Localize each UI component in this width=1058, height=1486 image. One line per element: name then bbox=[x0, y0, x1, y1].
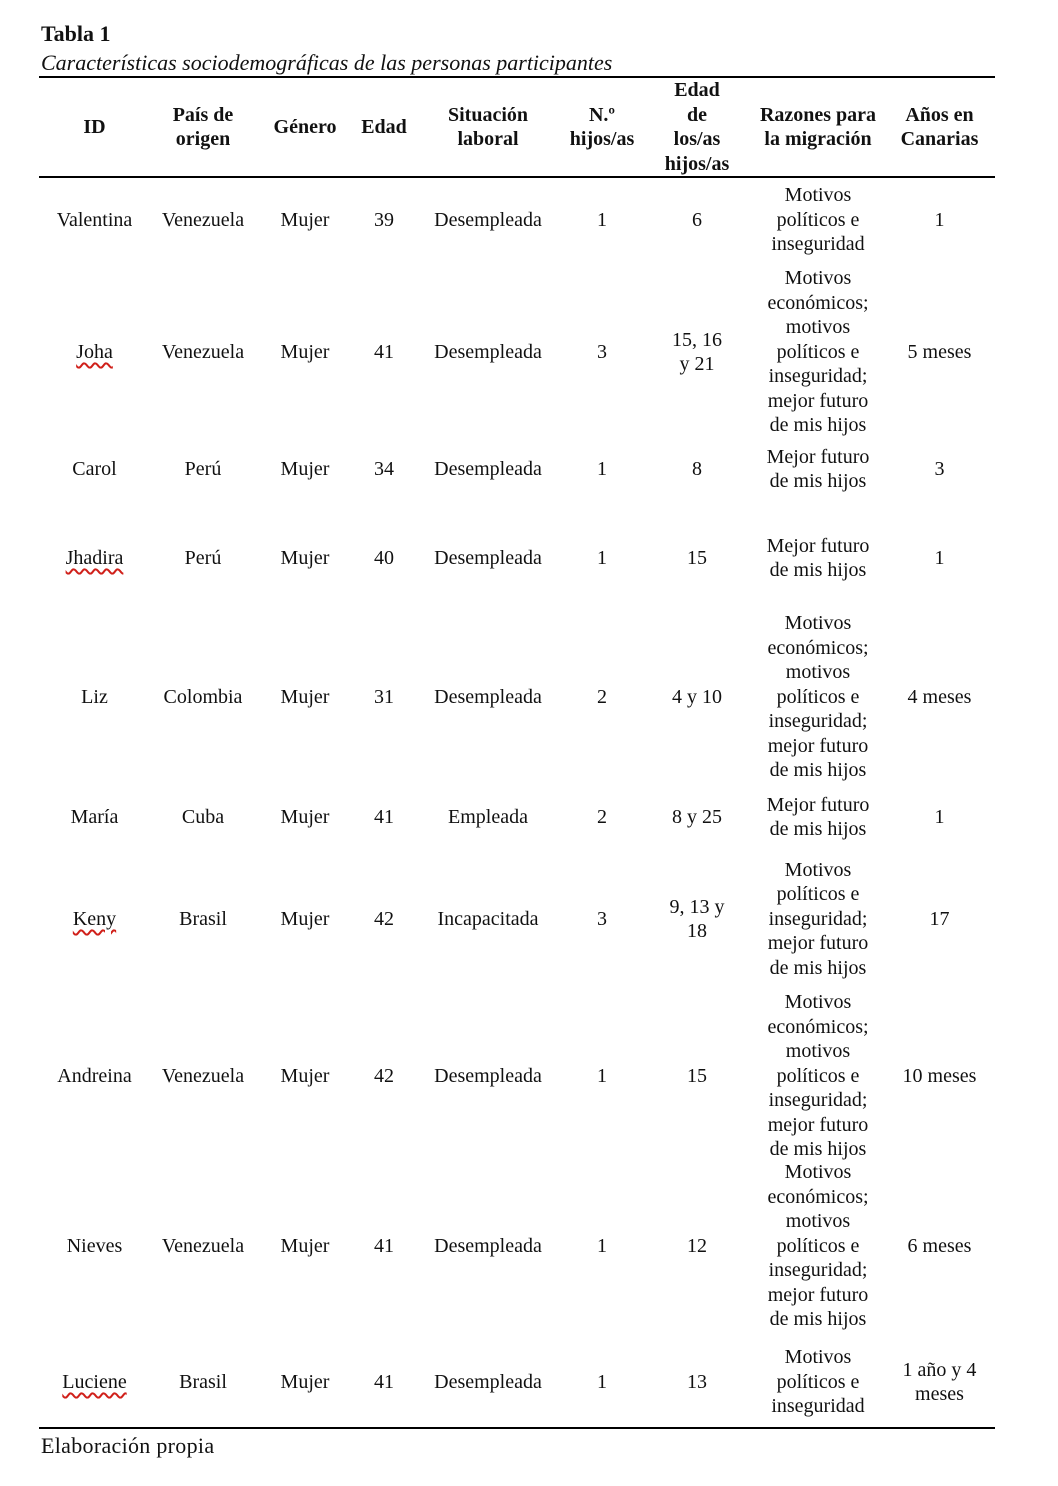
table-row bbox=[39, 792, 995, 842]
cell-edad: 39 bbox=[374, 208, 394, 231]
cell-edad-hijos: 8 bbox=[692, 457, 702, 480]
table-caption: Características sociodemográficas de las personas participantes bbox=[41, 50, 613, 75]
cell-pais: Venezuela bbox=[161, 1234, 245, 1257]
cell-hijos: 1 bbox=[597, 1064, 607, 1087]
cell-edad-hijos: 15 bbox=[687, 1064, 707, 1087]
cell-anos: 4 meses bbox=[907, 685, 972, 708]
cell-anos: 5 meses bbox=[907, 340, 972, 363]
cell-razones: Motivos económicos; motivos políticos e inseguridad; mejor futuro de mis hijos bbox=[767, 991, 869, 1161]
cell-hijos: 1 bbox=[597, 546, 607, 569]
cell-situacion: Desempleada bbox=[434, 1370, 542, 1393]
cell-edad: 41 bbox=[374, 340, 394, 363]
cell-edad: 40 bbox=[374, 546, 394, 569]
header-pais: País de origen bbox=[172, 103, 234, 150]
cell-id: Joha bbox=[76, 340, 113, 363]
table-row bbox=[39, 988, 995, 1164]
cell-anos: 1 bbox=[934, 805, 945, 828]
cell-id: Nieves bbox=[66, 1234, 123, 1257]
header-rule bbox=[39, 176, 995, 178]
cell-hijos: 3 bbox=[597, 340, 607, 363]
cell-edad: 42 bbox=[374, 907, 394, 930]
cell-razones: Motivos políticos e inseguridad; mejor futuro de mis hijos bbox=[767, 858, 869, 979]
cell-anos: 17 bbox=[929, 907, 950, 930]
cell-id: Luciene bbox=[62, 1370, 127, 1393]
cell-razones: Motivos económicos; motivos políticos e inseguridad; mejor futuro de mis hijos bbox=[767, 612, 869, 782]
header-edad: Edad bbox=[361, 115, 407, 138]
cell-edad: 42 bbox=[374, 1064, 394, 1087]
table-row bbox=[39, 1162, 995, 1330]
cell-pais: Colombia bbox=[163, 685, 243, 708]
cell-situacion: Incapacitada bbox=[437, 907, 539, 930]
cell-situacion: Desempleada bbox=[434, 685, 542, 708]
cell-situacion: Desempleada bbox=[434, 340, 542, 363]
table-header-row bbox=[39, 78, 995, 176]
cell-anos: 10 meses bbox=[902, 1064, 977, 1087]
header-genero: Género bbox=[273, 115, 337, 138]
header-hijos: N.º hijos/as bbox=[569, 103, 635, 150]
cell-edad: 41 bbox=[374, 805, 394, 828]
table-row bbox=[39, 1340, 995, 1424]
cell-id: Valentina bbox=[56, 208, 133, 231]
cell-hijos: 1 bbox=[597, 457, 607, 480]
cell-pais: Brasil bbox=[179, 907, 227, 930]
cell-genero: Mujer bbox=[280, 457, 330, 480]
cell-situacion: Desempleada bbox=[434, 457, 542, 480]
cell-hijos: 3 bbox=[597, 907, 607, 930]
table-label: Tabla 1 bbox=[41, 21, 111, 46]
header-situacion: Situación laboral bbox=[447, 103, 529, 150]
cell-pais: Venezuela bbox=[161, 1064, 245, 1087]
cell-hijos: 2 bbox=[597, 805, 607, 828]
cell-genero: Mujer bbox=[280, 340, 330, 363]
table-row bbox=[39, 852, 995, 986]
cell-situacion: Desempleada bbox=[434, 208, 542, 231]
cell-edad: 41 bbox=[374, 1234, 394, 1257]
cell-edad-hijos: 6 bbox=[692, 208, 702, 231]
cell-razones: Motivos políticos e inseguridad bbox=[771, 184, 865, 256]
cell-pais: Perú bbox=[184, 546, 222, 569]
cell-razones: Motivos económicos; motivos políticos e inseguridad; mejor futuro de mis hijos bbox=[767, 267, 869, 437]
header-id: ID bbox=[83, 115, 106, 138]
cell-genero: Mujer bbox=[280, 1064, 330, 1087]
cell-anos: 1 bbox=[934, 546, 945, 569]
cell-pais: Venezuela bbox=[161, 208, 245, 231]
cell-edad: 34 bbox=[374, 457, 394, 480]
cell-edad-hijos: 15 bbox=[687, 546, 707, 569]
cell-edad-hijos: 4 y 10 bbox=[672, 685, 722, 708]
cell-genero: Mujer bbox=[280, 685, 330, 708]
cell-edad-hijos: 8 y 25 bbox=[672, 805, 722, 828]
table-footer: Elaboración propia bbox=[41, 1433, 215, 1458]
cell-id: Keny bbox=[72, 907, 117, 930]
cell-genero: Mujer bbox=[280, 1234, 330, 1257]
cell-genero: Mujer bbox=[280, 907, 330, 930]
cell-razones: Motivos económicos; motivos políticos e inseguridad; mejor futuro de mis hijos bbox=[767, 1161, 869, 1331]
cell-edad-hijos: 9, 13 y 18 bbox=[669, 895, 725, 942]
cell-genero: Mujer bbox=[280, 805, 330, 828]
cell-razones: Mejor futuro de mis hijos bbox=[766, 534, 870, 581]
cell-pais: Venezuela bbox=[161, 340, 245, 363]
table-row bbox=[39, 440, 995, 498]
cell-situacion: Empleada bbox=[448, 805, 528, 828]
cell-id: Carol bbox=[72, 457, 117, 480]
cell-hijos: 1 bbox=[597, 1370, 607, 1393]
bottom-rule bbox=[39, 1427, 995, 1429]
table-row bbox=[39, 522, 995, 594]
cell-edad-hijos: 15, 16 y 21 bbox=[672, 328, 722, 375]
cell-edad-hijos: 12 bbox=[687, 1234, 707, 1257]
table-row bbox=[39, 180, 995, 260]
header-anos: Años en Canarias bbox=[900, 103, 979, 150]
cell-id: Jhadira bbox=[65, 546, 124, 569]
cell-razones: Motivos políticos e inseguridad bbox=[771, 1346, 865, 1418]
cell-hijos: 1 bbox=[597, 1234, 607, 1257]
cell-hijos: 2 bbox=[597, 685, 607, 708]
cell-anos: 1 bbox=[934, 208, 945, 231]
table-row bbox=[39, 264, 995, 440]
cell-razones: Mejor futuro de mis hijos bbox=[766, 445, 870, 492]
cell-edad-hijos: 13 bbox=[687, 1370, 707, 1393]
cell-id: María bbox=[70, 805, 119, 828]
table-row bbox=[39, 598, 995, 796]
cell-anos: 1 año y 4 meses bbox=[902, 1358, 977, 1405]
cell-pais: Perú bbox=[184, 457, 222, 480]
cell-hijos: 1 bbox=[597, 208, 607, 231]
cell-pais: Brasil bbox=[179, 1370, 227, 1393]
header-edad-hijos: Edad de los/as hijos/as bbox=[664, 79, 730, 175]
cell-situacion: Desempleada bbox=[434, 546, 542, 569]
cell-situacion: Desempleada bbox=[434, 1234, 542, 1257]
header-razones: Razones para la migración bbox=[759, 103, 877, 150]
cell-genero: Mujer bbox=[280, 1370, 330, 1393]
cell-edad: 41 bbox=[374, 1370, 394, 1393]
cell-id: Liz bbox=[81, 685, 108, 708]
cell-edad: 31 bbox=[374, 685, 394, 708]
cell-id: Andreina bbox=[57, 1064, 132, 1087]
cell-genero: Mujer bbox=[280, 546, 330, 569]
cell-razones: Mejor futuro de mis hijos bbox=[766, 793, 870, 840]
cell-anos: 6 meses bbox=[907, 1234, 972, 1257]
cell-situacion: Desempleada bbox=[434, 1064, 542, 1087]
cell-pais: Cuba bbox=[181, 805, 225, 828]
cell-genero: Mujer bbox=[280, 208, 330, 231]
cell-anos: 3 bbox=[934, 457, 945, 480]
